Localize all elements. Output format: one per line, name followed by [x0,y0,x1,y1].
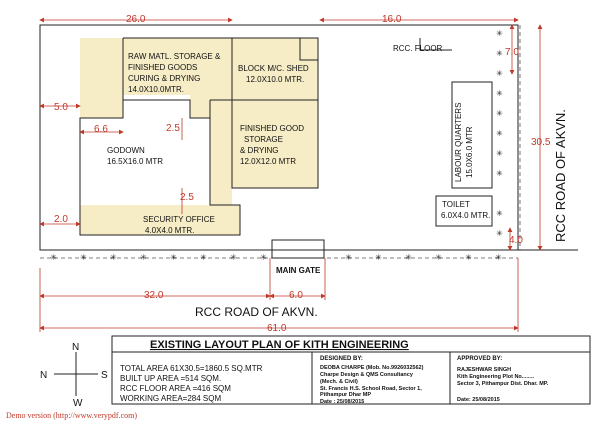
svg-text:✳: ✳ [495,253,502,262]
svg-text:✳: ✳ [110,253,117,262]
svg-text:CURING & DRYING: CURING & DRYING [128,74,201,83]
svg-text:✳: ✳ [170,253,177,262]
svg-text:✳: ✳ [496,129,503,138]
svg-text:BUILT UP AREA =514 SQM.: BUILT UP AREA =514 SQM. [120,374,222,383]
room-rcc-floor: RCC. FLOOR [393,44,443,53]
svg-text:RAJESHWAR SINGH: RAJESHWAR SINGH [457,367,512,373]
svg-text:GODOWN: GODOWN [107,146,145,155]
dim-30-5: 30.5 [531,137,551,148]
approved-by [457,356,549,403]
svg-text:14.0X10.0MTR.: 14.0X10.0MTR. [128,85,185,94]
compass-s: S [101,370,108,381]
svg-text:✳: ✳ [140,253,147,262]
dim-5: 5.0 [54,102,68,113]
svg-text:✳: ✳ [80,253,87,262]
svg-text:✳: ✳ [50,253,57,262]
road-east-label: RCC ROAD OF AKVN. [553,109,568,242]
road-south-label: RCC ROAD OF AKVN. [195,305,318,319]
dim-32: 32.0 [144,290,164,301]
designed-by [320,356,424,405]
room-godown [107,146,163,166]
dim-2-5-a: 2.5 [166,123,180,134]
svg-text:Kith Engineering Plot No......: Kith Engineering Plot No........ [457,374,534,380]
svg-text:BLOCK M/C. SHED: BLOCK M/C. SHED [238,64,309,73]
svg-text:✳: ✳ [496,109,503,118]
svg-text:WORKING AREA=284 SQM: WORKING AREA=284 SQM [120,394,222,403]
svg-text:Date : 25/08/2015: Date : 25/08/2015 [320,399,365,405]
compass-rose [40,342,108,409]
dim-7: 7.0 [505,47,519,58]
svg-text:✳: ✳ [435,253,442,262]
svg-text:16.5X16.0 MTR: 16.5X16.0 MTR [107,157,164,166]
svg-text:12.0X12.0 MTR: 12.0X12.0 MTR [240,157,297,166]
tree-row-east [496,29,503,238]
svg-text:✳: ✳ [496,149,503,158]
svg-text:✳: ✳ [260,253,267,262]
svg-text:12.0X10.0 MTR.: 12.0X10.0 MTR. [246,75,305,84]
svg-text:✳: ✳ [496,229,503,238]
svg-text:TOTAL AREA 61X30.5=1860.5 SQ.M: TOTAL AREA 61X30.5=1860.5 SQ.MTR [120,364,263,373]
svg-text:RCC FLOOR AREA =416 SQM: RCC FLOOR AREA =416 SQM [120,384,231,393]
svg-text:& DRYING: & DRYING [240,146,279,155]
svg-text:FINISHED GOOD: FINISHED GOOD [240,124,305,133]
area-summary [120,364,263,403]
svg-text:Charpe Design & QMS Consultanc: Charpe Design & QMS Consultancy [320,372,413,378]
svg-text:✳: ✳ [496,209,503,218]
dim-6: 6.0 [289,290,303,301]
svg-text:St. Francis H.S. School Road,: St. Francis H.S. School Road, Sector 1, [320,386,422,392]
svg-text:(Mech. & Civil): (Mech. & Civil) [320,379,358,385]
svg-text:✳: ✳ [496,69,503,78]
svg-text:✳: ✳ [465,253,472,262]
dim-6-6: 6.6 [94,124,108,135]
svg-text:15.0X6.0 MTR: 15.0X6.0 MTR [465,126,474,178]
plan-title: EXISTING LAYOUT PLAN OF KITH ENGINEERING [150,339,409,351]
svg-text:✳: ✳ [405,253,412,262]
room-toilet [441,200,490,220]
svg-text:✳: ✳ [230,253,237,262]
svg-text:APPROVED BY:: APPROVED BY: [457,356,503,362]
compass-n: N [72,342,80,353]
svg-text:✳: ✳ [200,253,207,262]
dim-16: 16.0 [382,14,402,25]
svg-text:Sector 3, Pithampur Dist. Dhar: Sector 3, Pithampur Dist. Dhar. MP. [457,381,549,387]
svg-text:✳: ✳ [375,253,382,262]
svg-text:✳: ✳ [496,49,503,58]
compass-w: W [73,398,83,409]
svg-text:Pithampur Dhar MP: Pithampur Dhar MP [320,392,372,398]
dim-2-5-b: 2.5 [180,192,194,203]
svg-text:TOILET: TOILET [442,200,470,209]
svg-text:4.0X4.0 MTR.: 4.0X4.0 MTR. [145,226,195,235]
svg-text:SECURITY OFFICE: SECURITY OFFICE [143,215,215,224]
dim-61: 61.0 [267,323,287,334]
main-gate-block [272,240,324,258]
svg-text:LABOUR QUARTERS: LABOUR QUARTERS [454,102,463,182]
svg-text:STORAGE: STORAGE [244,135,283,144]
svg-text:✳: ✳ [496,89,503,98]
dim-4: 4.0 [509,235,523,246]
compass-e-left: N [40,370,48,381]
svg-text:✳: ✳ [345,253,352,262]
svg-text:DEOBA CHARPE (Mob. No.99260325: DEOBA CHARPE (Mob. No.9926032562) [320,365,424,371]
svg-text:DESIGNED BY:: DESIGNED BY: [320,356,363,362]
svg-text:RAW MATL. STORAGE &: RAW MATL. STORAGE & [128,52,221,61]
svg-text:FINISHED GOODS: FINISHED GOODS [128,63,198,72]
demo-watermark: Demo version (http://www.verypdf.com) [6,411,138,420]
svg-text:6.0X4.0 MTR.: 6.0X4.0 MTR. [441,211,491,220]
room-labour-quarters [454,103,474,182]
main-gate-label: MAIN GATE [276,266,321,275]
svg-text:✳: ✳ [496,169,503,178]
svg-text:Date: 25/08/2015: Date: 25/08/2015 [457,397,500,403]
dim-2: 2.0 [54,214,68,225]
dim-26: 26.0 [126,14,146,25]
svg-text:✳: ✳ [496,29,503,38]
